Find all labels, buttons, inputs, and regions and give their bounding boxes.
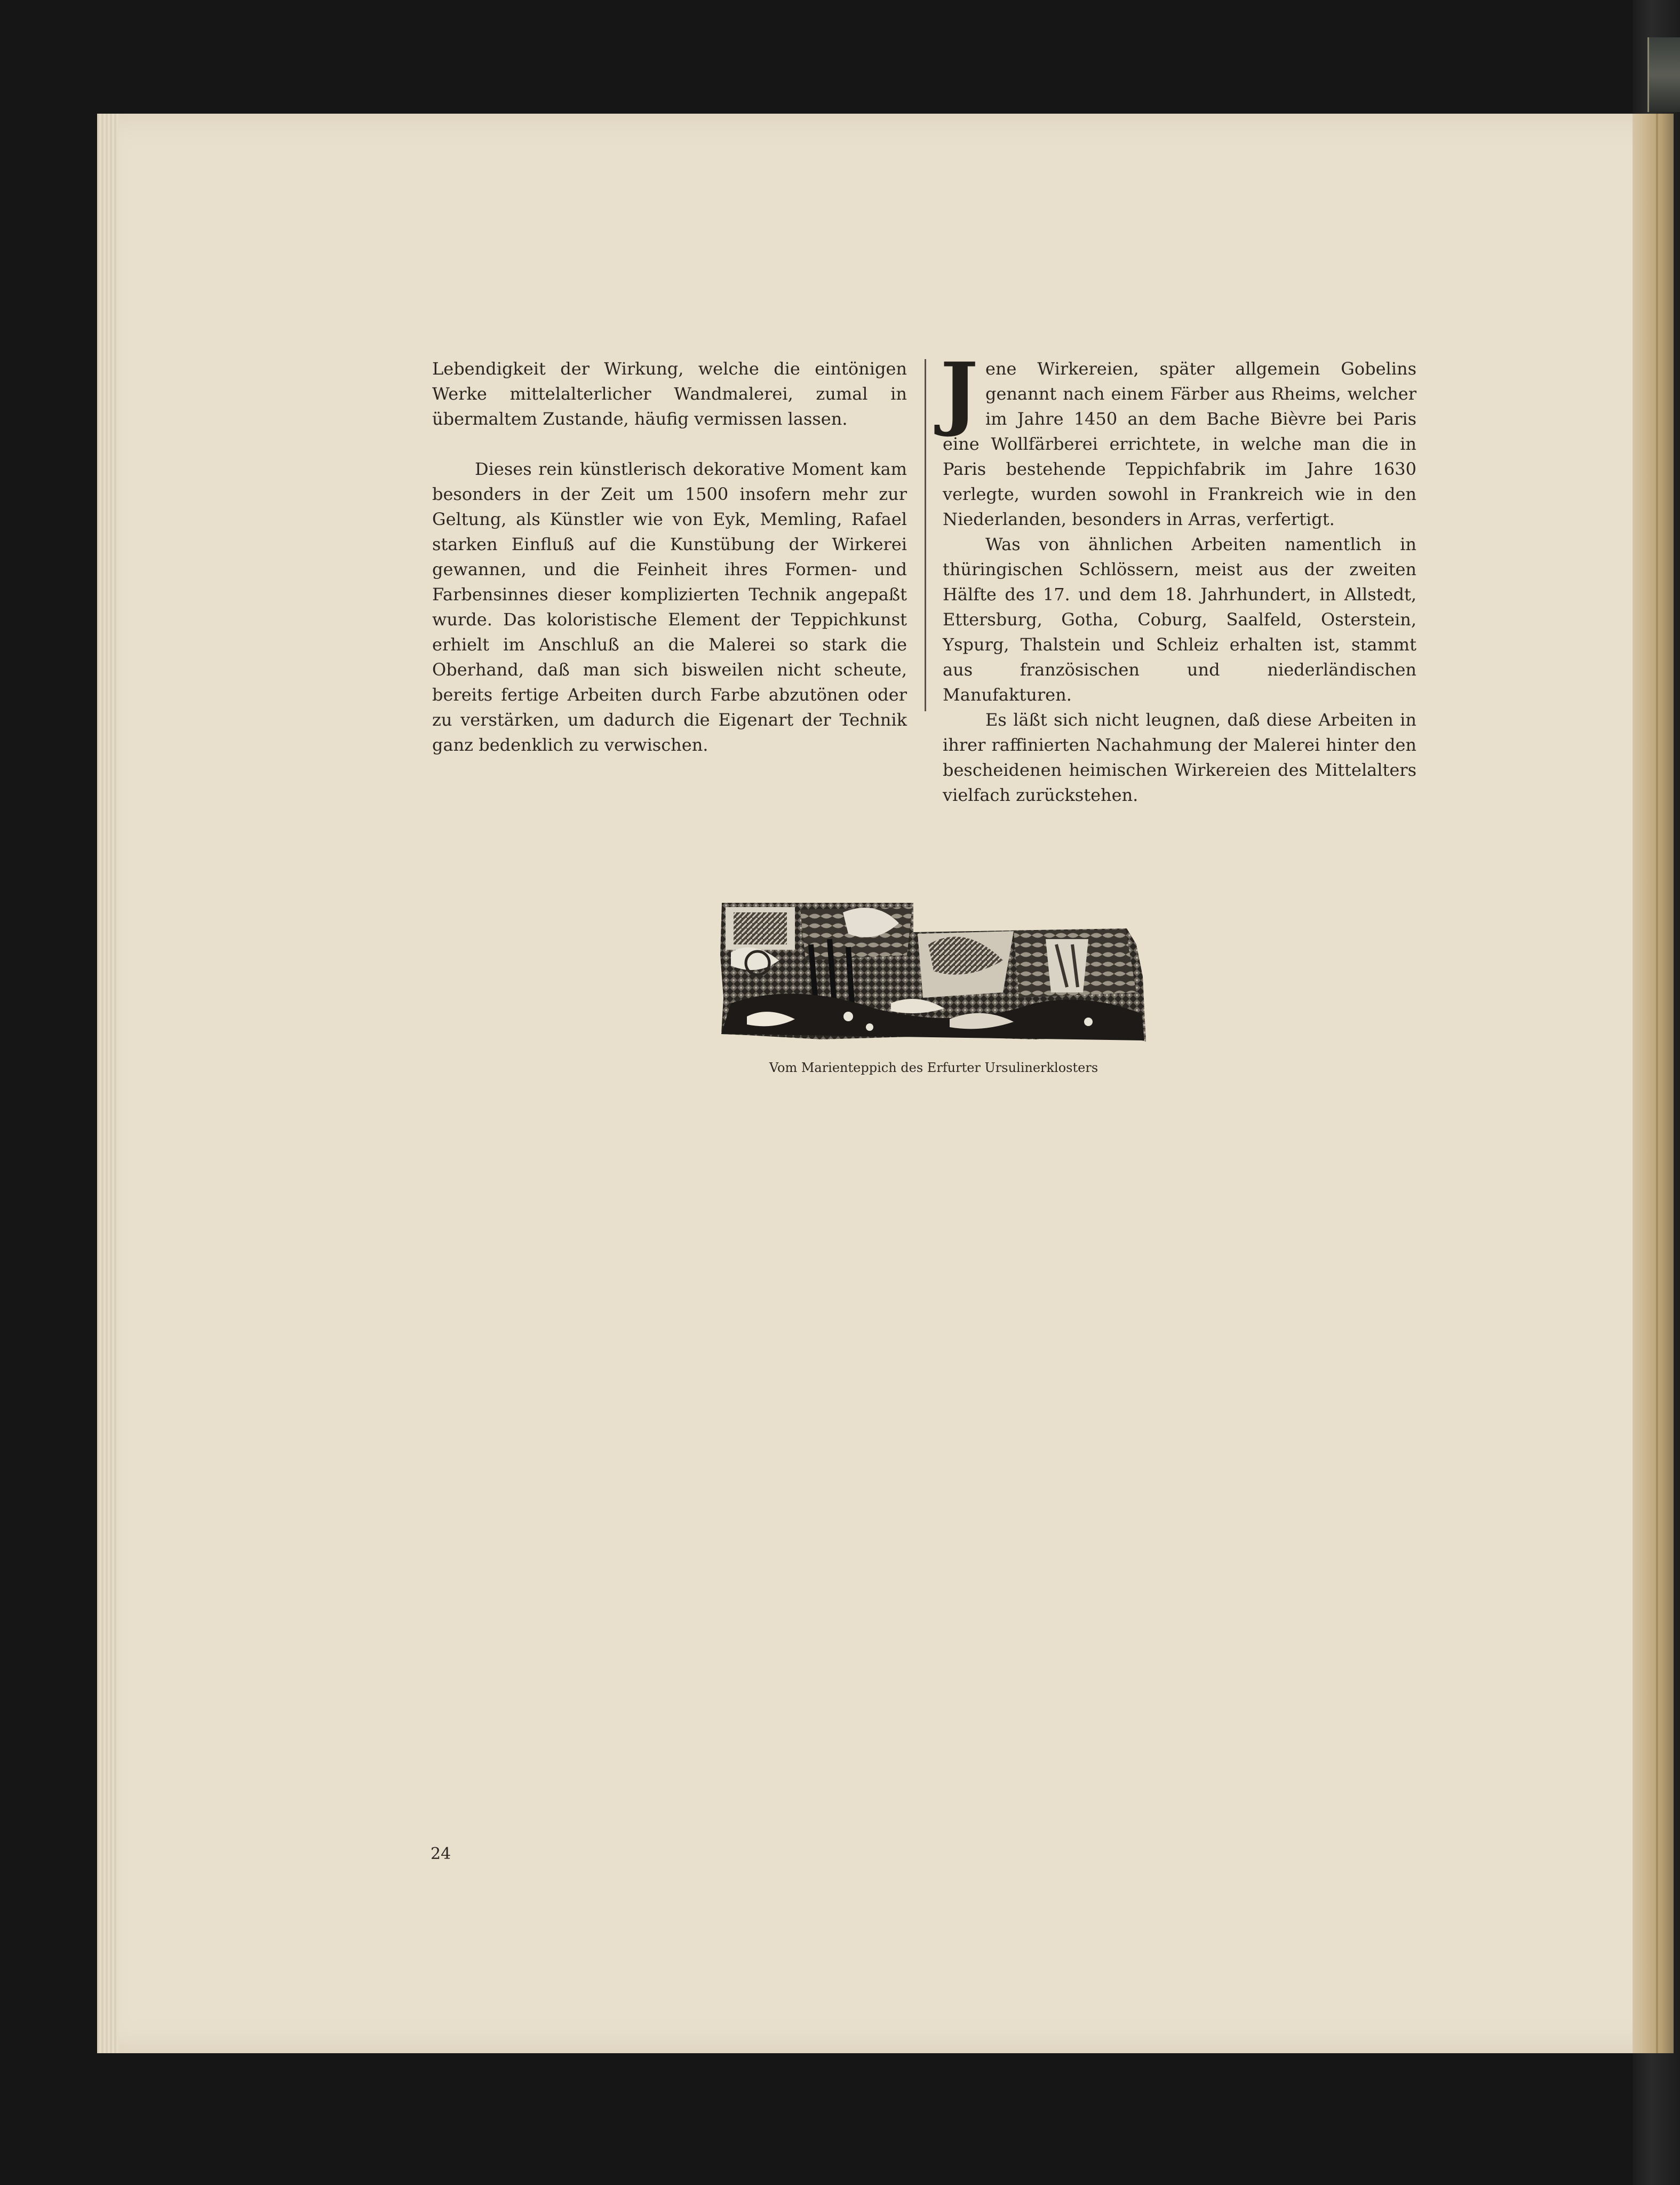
paragraph-text: ene Wirkereien, später allgemein Gobelins genannt nach einem Färber aus Rheims, welcher im Jahre 1450 an dem Bache Bièvre bei Paris eine Wollfärberei errichtete, in welche man die in Paris bestehende Teppichfabrik im Jahre 1630 verlegte, wurden sowohl in Frankreich wie in den Niederlanden, besonders in Arras, verfertigt. bbox=[943, 359, 1416, 529]
paragraph: Lebendigkeit der Wirkung, welche die eintönigen Werke mittelalterlicher Wandmalerei, zumal in übermaltem Zustande, häufig vermissen lassen. bbox=[432, 359, 907, 429]
paragraph: Dieses rein künstlerisch dekorative Moment kam besonders in der Zeit um 1500 insofern mehr zur Geltung, als Künstler wie von Eyk, Memling, Rafael starken Einfluß auf die Kunstübung der Wirkerei gewannen, und die Feinheit ihres Formen- und Farbensinnes dieser komplizierten Technik angepaßt wurde. Das koloristische Element der Teppichkunst erhielt im Anschluß an die Malerei so stark die Oberhand, daß man sich bisweilen nicht scheute, bereits fertige Arbeiten durch Farbe abzutönen oder zu verstärken, um dadurch die Eigenart der Technik ganz bedenklich zu verwischen. bbox=[432, 459, 907, 755]
page-number: 24 bbox=[431, 1845, 451, 1863]
drop-cap-letter: J bbox=[940, 345, 978, 439]
binding-clip bbox=[1647, 37, 1680, 112]
column-divider bbox=[925, 359, 926, 711]
right-text-column bbox=[940, 345, 1416, 808]
paragraph: Was von ähnlichen Arbeiten namentlich in thüringischen Schlössern, meist aus der zweiten Hälfte des 17. und dem 18. Jahrhundert, in Allstedt, Ettersburg, Gotha, Coburg, Saalfeld, Osterstein, Yspurg, Thalstein und Schleiz erhalten ist, stammt aus französischen und niederländischen Manufakturen. bbox=[943, 534, 1416, 705]
page-stack-edge bbox=[97, 114, 118, 2053]
drop-cap bbox=[940, 345, 978, 439]
book-gutter bbox=[1633, 114, 1674, 2053]
left-text-column bbox=[432, 356, 907, 758]
figure-caption: Vom Marienteppich des Erfurter Ursulinerklosters bbox=[769, 1060, 1098, 1075]
paragraph: Es läßt sich nicht leugnen, daß diese Arbeiten in ihrer raffinierten Nachahmung der Malerei hinter den bescheidenen heimischen Wirkereien des Mittelalters vielfach zurückstehen. bbox=[943, 710, 1416, 805]
tapestry-fragment-image bbox=[715, 902, 1152, 1042]
paragraph bbox=[940, 345, 1416, 532]
gutter-line bbox=[1656, 114, 1658, 2053]
